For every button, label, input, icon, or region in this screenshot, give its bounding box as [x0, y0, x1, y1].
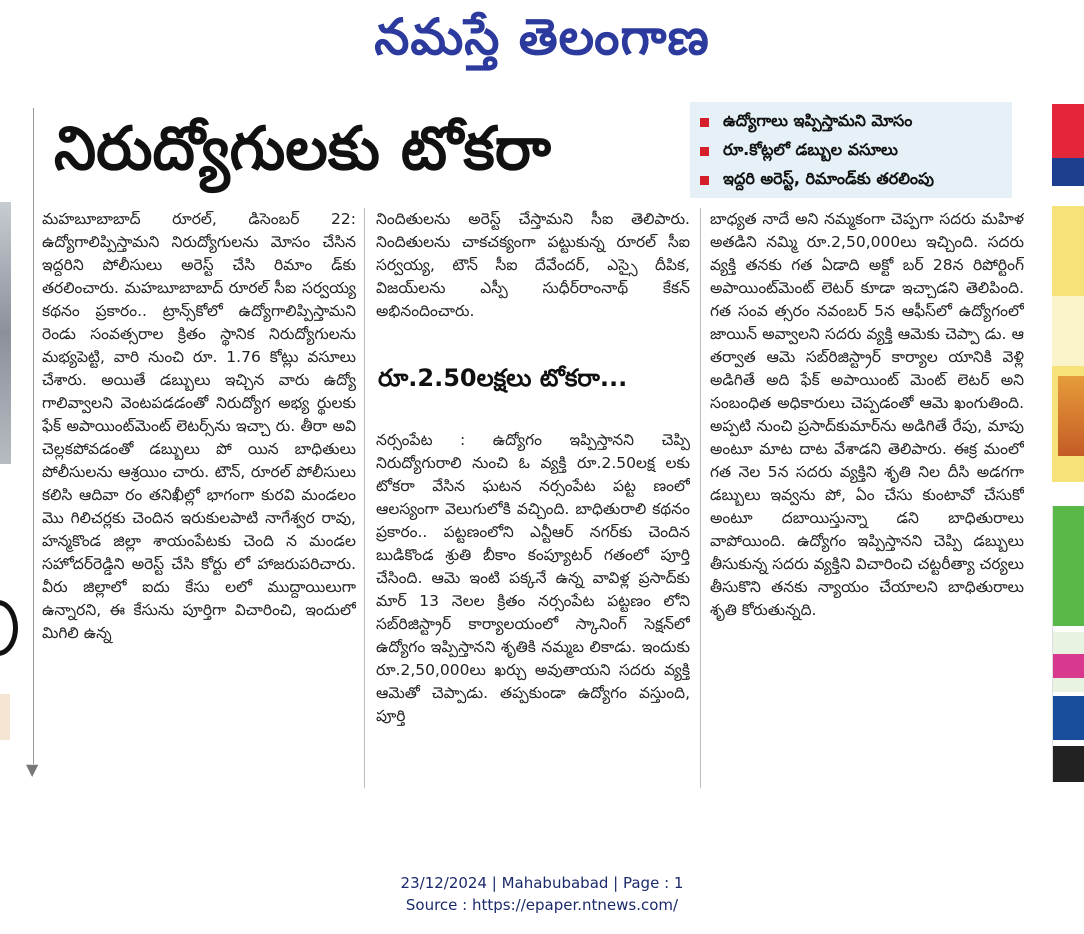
column-divider: [364, 208, 365, 788]
ad-panel: [1052, 158, 1084, 186]
article-column-3: బాధ్యత నాదే అని నమ్మకంగా చెప్పగా సదరు మహిళ అతడిని నమ్మి రూ.2,50,000లు ఇచ్చింది. సదరు వ్యక్తి తనకు గత ఏడాది అక్టో బర్ 28న రిపోర్టింగ్ అపాయింట్‌మెంట్ లెటర్ కూడా ఇచ్చాడని తెలిపింది. గత సంవ త్సరం నవంబర్ 5న ఆఫీస్‌లో ఉద్యోగంలో జాయిన్ అవ్వాలని సదరు వ్యక్తి ఆమెకు చెప్పా డు. ఆ తర్వాత ఆమె సబ్‌రిజిస్ట్రార్ కార్యాల యానికి వెళ్లి అడిగితే అది ఫేక్ అపాయింట్ మెంట్ లెటర్ అని సంబంధిత అధికారులు చెప్పడంతో ఆమె ఖంగుతింది. అప్పటి నుంచి ప్రసాద్‌కుమార్‌ను అడిగితే రేపు, మాపు అంటూ మాట దాట వేశాడని తెలిపారు. ఈక్ర మంలో గత నెల 5న సదరు వ్యక్తిని శృతి నిల దీసి అడగగా డబ్బులు ఇవ్వను పో, ఏం చేసు కుంటావో చేసుకో అంటూ దబాయిస్తున్నా డని బాధితురాలు వాపోయింది. ఉద్యోగం ఇప్పిస్తానని చెప్పి డబ్బులు తీసుకున్న సదరు వ్యక్తిని విచారించి చట్టరీత్యా చర్యలు తీసుకొని తనకు న్యాయం చేయాలని బాధితురాలు శృతి కోరుతున్నది.: [710, 210, 1024, 619]
arrow-down-icon[interactable]: ▼: [26, 760, 39, 779]
column-divider: [700, 208, 701, 788]
highlight-item: [700, 137, 1004, 166]
adjacent-article-fragment: [0, 100, 12, 790]
masthead-logo: నమస్తే తెలంగాణ: [374, 7, 710, 66]
highlight-text: ఇద్దరి అరెస్ట్, రిమాండ్‌కు తరలింపు: [723, 169, 934, 188]
side-advertisement[interactable]: [1052, 104, 1084, 186]
sub-headline: రూ.2.50లక్షలు టోకరా...: [378, 364, 628, 392]
column-divider: [33, 108, 34, 764]
article-column-1: మహబూబాబాద్ రూరల్, డిసెంబర్ 22: ఉద్యోగాలిప్పిస్తామని నిరుద్యోగులను మోసం చేసిన ఇద్దరిని పోలీసులు అరెస్ట్ చేసి రిమాం డ్‌కు తరలించారు. మహబూబాబాద్ రూరల్ సీఐ సర్వయ్య కథనం ప్రకారం.. ట్రాన్స్‌కోలో ఉద్యోగాలిప్పిస్తామని రెండు సంవత్సరాల క్రితం స్థానిక నిరుద్యోగులను మభ్యపెట్టి, వారి నుంచి రూ. 1.76 కోట్లు వసూలు చేశారు. అయితే డబ్బులు ఇచ్చిన వారు ఉద్యో గాలివ్వాలని వెంటపడడంతో నిరుద్యోగ అభ్య ర్థులకు ఫేక్ అపాయింట్‌మెంట్ లెటర్స్‌ను ఇచ్చా రు. తీరా అవి చెల్లకపోవడంతో డబ్బులు పో యిన బాధితులు పోలీసులను ఆశ్రయిం చారు. టౌన్, రూరల్ పోలీసులు కలిసి ఆదివా రం తనిఖీల్లో భాగంగా కురవి మండలం మొ గిలిచర్లకు చెందిన ఇరుకులపాటి నాగేశ్వర రావు, హన్మకొండ జిల్లా శాయంపేటకు చెంది న మండల సహోదర్‌రెడ్డిని అరెస్ట్ చేసి కోర్టు లో హాజరుపరిచారు. వీరు జిల్లాలో ఐదు కేసు లలో ముద్దాయిలుగా ఉన్నారని, ఈ కేసును పూర్తిగా విచారించి, ఇందులో మిగిలి ఉన్న: [42, 210, 356, 642]
side-advertisement[interactable]: [1052, 506, 1084, 782]
highlight-text: ఉద్యోగాలు ఇప్పిస్తామని మోసం: [723, 111, 913, 130]
ad-panel: [1052, 104, 1084, 158]
ad-panel: [1053, 506, 1084, 626]
page-footer: [0, 872, 1084, 916]
highlight-item: [700, 166, 1004, 195]
side-advertisement[interactable]: [1052, 206, 1084, 482]
ad-panel: [1053, 696, 1084, 740]
highlight-text: రూ.కోట్లలో డబ్బుల వసూలు: [723, 140, 898, 159]
square-bullet-icon: [700, 176, 709, 185]
highlight-item: [700, 108, 1004, 137]
edition-info: 23/12/2024 | Mahabubabad | Page : 1: [400, 874, 684, 892]
ad-image: [1058, 376, 1084, 456]
ad-panel: [1052, 296, 1084, 366]
adjacent-graphic: [0, 600, 18, 656]
adjacent-box: [0, 694, 10, 740]
square-bullet-icon: [700, 118, 709, 127]
headline: నిరుద్యోగులకు టోకరా: [54, 114, 551, 184]
article-column-2-top: నిందితులను అరెస్ట్ చేస్తామని సీఐ తెలిపారు. నిందితులను చాకచక్యంగా పట్టుకున్న రూరల్ సీఐ సర్వయ్య, టౌన్ సీఐ దేవేందర్, ఎస్సై దీపిక, విజయ్‌లను ఎస్పీ సుధీర్‌రాంనాథ్ కేకన్ అభినందించారు.: [376, 210, 690, 320]
ad-panel: [1053, 746, 1084, 782]
ad-panel: [1053, 654, 1084, 678]
square-bullet-icon: [700, 147, 709, 156]
adjacent-photo: [0, 202, 11, 464]
article-column-2-bottom: నర్సంపేట : ఉద్యోగం ఇప్పిస్తానని చెప్పి నిరుద్యోగురాలి నుంచి ఓ వ్యక్తి రూ.2.50లక్ష లకు టోకరా వేసిన ఘటన నర్సంపేట పట్ట ణంలో ఆలస్యంగా వెలుగులోకి వచ్చింది. బాధితురాలి కథనం ప్రకారం.. పట్టణంలోని ఎన్టీఆర్ నగర్‌కు చెందిన బుడికొండ శ్రుతి బీకాం కంప్యూటర్ గతంలో పూర్తి చేసింది. ఆమె ఇంటి పక్కనే ఉన్న వావిళ్ల ప్రసాద్‌కు మార్ 13 నెలల క్రితం నర్సంపేట పట్టణం లోని సబ్‌రిజిస్ట్రార్ కార్యాలయంలో స్కానింగ్ సెక్షన్‌లో ఉద్యోగం ఇప్పిస్తానని శృతికి నమ్మబ లికాడు. ఇందుకు రూ.2,50,000లు ఖర్చు అవుతాయని సదరు వ్యక్తి ఆమెతో చెప్పాడు. తప్పకుండా ఉద్యోగం వస్తుంది, పూర్తి: [376, 431, 690, 725]
highlights-box: [690, 102, 1012, 198]
source-link[interactable]: Source : https://epaper.ntnews.com/: [405, 896, 679, 914]
